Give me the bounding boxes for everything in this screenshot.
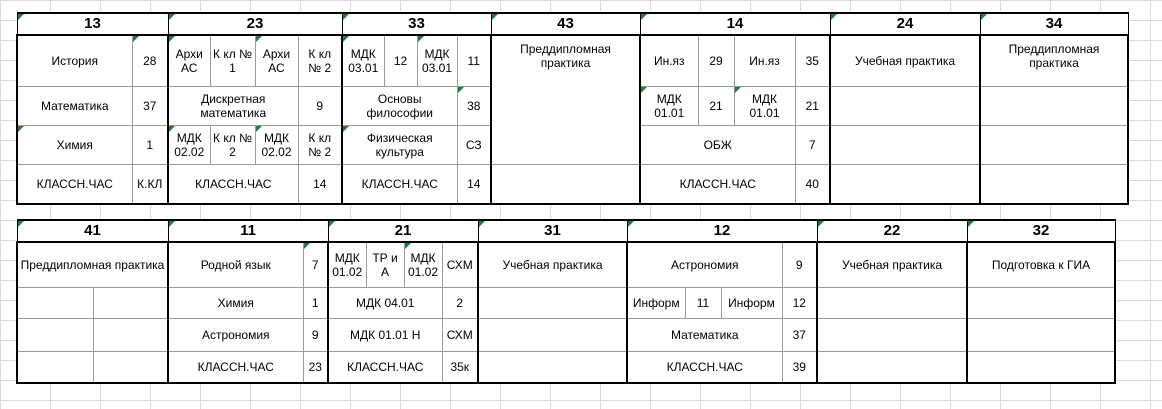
room-cell: К.КЛ — [132, 165, 168, 205]
subject-cell: КЛАССН.ЧАС — [342, 165, 457, 205]
room-cell: К кл № 2 — [298, 126, 342, 165]
group-header: 22 — [817, 220, 967, 242]
empty-cell — [830, 165, 980, 205]
schedule-row — [17, 242, 1115, 288]
group-header: 34 — [980, 13, 1128, 35]
subject-cell: Физическая культура — [342, 126, 457, 165]
subject-cell: МДК 02.02 — [168, 126, 210, 165]
room-cell: 9 — [782, 242, 817, 288]
group-header: 43 — [491, 13, 640, 35]
room-cell: 39 — [782, 352, 817, 384]
room-cell: 38 — [457, 87, 491, 126]
room-cell: 29 — [698, 35, 734, 87]
empty-cell — [17, 288, 93, 319]
subject-cell: Учебная практика — [478, 242, 627, 288]
subject-cell: МДК 01.01 — [734, 87, 795, 126]
room-cell: 35к — [442, 352, 478, 384]
subject-cell: Преддипломная практика — [980, 35, 1128, 87]
empty-cell — [817, 288, 967, 319]
empty-cell — [17, 319, 93, 352]
room-cell: 12 — [384, 35, 417, 87]
empty-cell — [980, 87, 1128, 126]
group-header: 13 — [17, 13, 168, 35]
room-cell: 11 — [685, 288, 721, 319]
subject-cell: КЛАССН.ЧАС — [168, 165, 298, 205]
subject-cell: Архи АС — [168, 35, 210, 87]
empty-cell — [967, 319, 1115, 352]
subject-cell: Информ — [721, 288, 782, 319]
room-cell: СХМ — [442, 319, 478, 352]
empty-cell — [93, 319, 168, 352]
empty-cell — [980, 126, 1128, 165]
room-cell: 7 — [795, 126, 830, 165]
empty-cell — [817, 319, 967, 352]
group-header: 32 — [967, 220, 1115, 242]
subject-cell: Химия — [168, 288, 303, 319]
subject-cell: КЛАССН.ЧАС — [168, 352, 303, 384]
subject-cell: ОБЖ — [640, 126, 795, 165]
subject-cell: Ин.яз — [640, 35, 698, 87]
empty-cell — [817, 352, 967, 384]
header-row — [17, 220, 1115, 242]
empty-cell — [491, 165, 640, 205]
empty-cell — [17, 352, 93, 384]
room-cell: 37 — [132, 87, 168, 126]
subject-cell: Астрономия — [168, 319, 303, 352]
subject-cell: Ин.яз — [734, 35, 795, 87]
header-row — [17, 13, 1128, 35]
subject-cell: Учебная практика — [830, 35, 980, 87]
schedule-row — [17, 288, 1115, 319]
empty-cell — [478, 319, 627, 352]
subject-cell: ТР и А — [366, 242, 404, 288]
group-header: 21 — [328, 220, 478, 242]
empty-cell — [967, 288, 1115, 319]
empty-cell — [478, 288, 627, 319]
subject-cell: МДК 04.01 — [328, 288, 442, 319]
subject-cell: КЛАССН.ЧАС — [17, 165, 132, 205]
subject-cell: МДК 01.02 — [404, 242, 442, 288]
empty-cell — [478, 352, 627, 384]
subject-cell: Учебная практика — [817, 242, 967, 288]
subject-cell: Родной язык — [168, 242, 303, 288]
empty-cell — [93, 352, 168, 384]
subject-cell: КЛАССН.ЧАС — [627, 352, 782, 384]
group-header: 23 — [168, 13, 342, 35]
subject-cell: МДК 01.01 Н — [328, 319, 442, 352]
room-cell: 1 — [303, 288, 328, 319]
subject-cell: Математика — [627, 319, 782, 352]
empty-cell — [93, 288, 168, 319]
group-header: 11 — [168, 220, 328, 242]
subject-cell: Математика — [17, 87, 132, 126]
subject-cell: Дискретная математика — [168, 87, 298, 126]
group-header: 41 — [17, 220, 168, 242]
schedule-row — [17, 165, 1128, 205]
subject-cell: Информ — [627, 288, 685, 319]
empty-cell — [967, 352, 1115, 384]
room-cell: 35 — [795, 35, 830, 87]
room-cell: 2 — [442, 288, 478, 319]
schedule-table-bottom — [16, 219, 1116, 384]
schedule-row — [17, 352, 1115, 384]
group-header: 24 — [830, 13, 980, 35]
room-cell: 14 — [298, 165, 342, 205]
room-cell: К кл № 2 — [298, 35, 342, 87]
room-cell: 40 — [795, 165, 830, 205]
room-cell: 9 — [303, 319, 328, 352]
room-cell: 21 — [795, 87, 830, 126]
subject-cell: КЛАССН.ЧАС — [640, 165, 795, 205]
room-cell: СЗ — [457, 126, 491, 165]
room-cell: 28 — [132, 35, 168, 87]
room-cell: 9 — [298, 87, 342, 126]
subject-cell: Химия — [17, 126, 132, 165]
subject-cell: МДК 03.01 — [342, 35, 384, 87]
schedule-table-top — [16, 12, 1129, 205]
subject-cell: Архи АС — [255, 35, 298, 87]
room-cell: 23 — [303, 352, 328, 384]
room-cell: К кл № 2 — [210, 126, 255, 165]
room-cell: СХМ — [442, 242, 478, 288]
subject-cell: Подготовка к ГИА — [967, 242, 1115, 288]
subject-cell: МДК 03.01 — [417, 35, 457, 87]
subject-cell: МДК 01.01 — [640, 87, 698, 126]
subject-cell: МДК 02.02 — [255, 126, 298, 165]
subject-cell: МДК 01.02 — [328, 242, 366, 288]
group-header: 14 — [640, 13, 830, 35]
subject-cell: Преддипломная практика — [491, 35, 640, 165]
room-cell: 7 — [303, 242, 328, 288]
schedule-row — [17, 319, 1115, 352]
group-header: 12 — [627, 220, 817, 242]
empty-cell — [830, 126, 980, 165]
room-cell: 37 — [782, 319, 817, 352]
group-header: 31 — [478, 220, 627, 242]
room-cell: 12 — [782, 288, 817, 319]
room-cell: 1 — [132, 126, 168, 165]
schedule-row — [17, 35, 1128, 87]
room-cell: 21 — [698, 87, 734, 126]
subject-cell: КЛАССН.ЧАС — [328, 352, 442, 384]
room-cell: 14 — [457, 165, 491, 205]
subject-cell: Преддипломная практика — [17, 242, 168, 288]
empty-cell — [980, 165, 1128, 205]
subject-cell: История — [17, 35, 132, 87]
empty-cell — [830, 87, 980, 126]
subject-cell: Астрономия — [627, 242, 782, 288]
room-cell: 11 — [457, 35, 491, 87]
group-header: 33 — [342, 13, 491, 35]
room-cell: К кл № 1 — [210, 35, 255, 87]
subject-cell: Основы философии — [342, 87, 457, 126]
